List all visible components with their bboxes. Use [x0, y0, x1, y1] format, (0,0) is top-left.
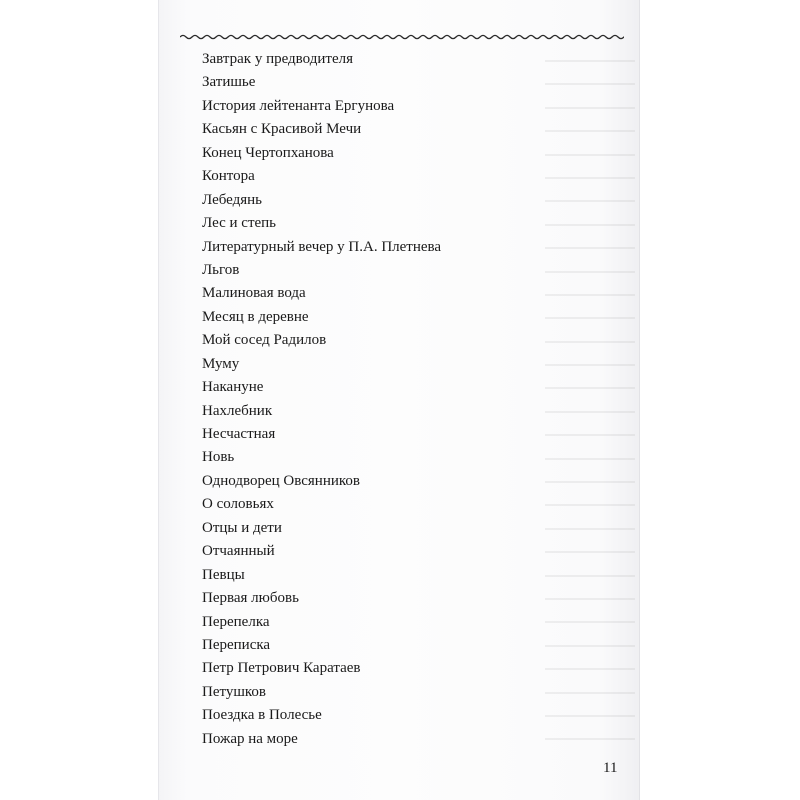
list-item: Перепелка [202, 613, 270, 630]
list-item: Нахлебник [202, 402, 273, 419]
list-item: Льгов [202, 261, 240, 278]
list-item: Затишье [202, 74, 256, 91]
list-item: Отчаянный [202, 543, 275, 560]
list-item: Лес и степь [202, 215, 277, 232]
list-item: Однодворец Овсянников [202, 472, 360, 489]
list-item: Литературный вечер у П.А. Плетнева [202, 238, 442, 255]
list-item: Первая любовь [202, 590, 299, 607]
list-item: Пожар на море [202, 730, 298, 747]
list-item: Певцы [202, 566, 245, 583]
wavy-divider [180, 30, 624, 44]
list-item: Переписка [202, 636, 271, 653]
list-item: Несчастная [202, 426, 276, 442]
list-item: Лебедянь [202, 191, 263, 208]
list-item: О соловьях [202, 496, 274, 513]
list-item: Накануне [202, 379, 264, 396]
list-item: Отцы и дети [202, 519, 282, 536]
title-index-list [202, 48, 441, 751]
list-item: Мой сосед Радилов [202, 332, 327, 349]
list-item: Малиновая вода [202, 285, 306, 302]
list-item: История лейтенанта Ергунова [202, 97, 395, 114]
list-item: Завтрак у предводителя [202, 51, 353, 67]
list-item: Месяц в деревне [202, 308, 309, 325]
list-item: Муму [202, 355, 240, 372]
list-item: Поездка в Полесье [202, 707, 322, 724]
list-item: Новь [202, 449, 235, 466]
list-item: Контора [202, 168, 255, 185]
list-item: Касьян с Красивой Мечи [202, 121, 362, 138]
list-item: Петушков [202, 683, 267, 700]
list-item: Петр Петрович Каратаев [202, 660, 361, 677]
list-item: Конец Чертопханова [202, 144, 334, 161]
page-number: 11 [603, 760, 618, 776]
